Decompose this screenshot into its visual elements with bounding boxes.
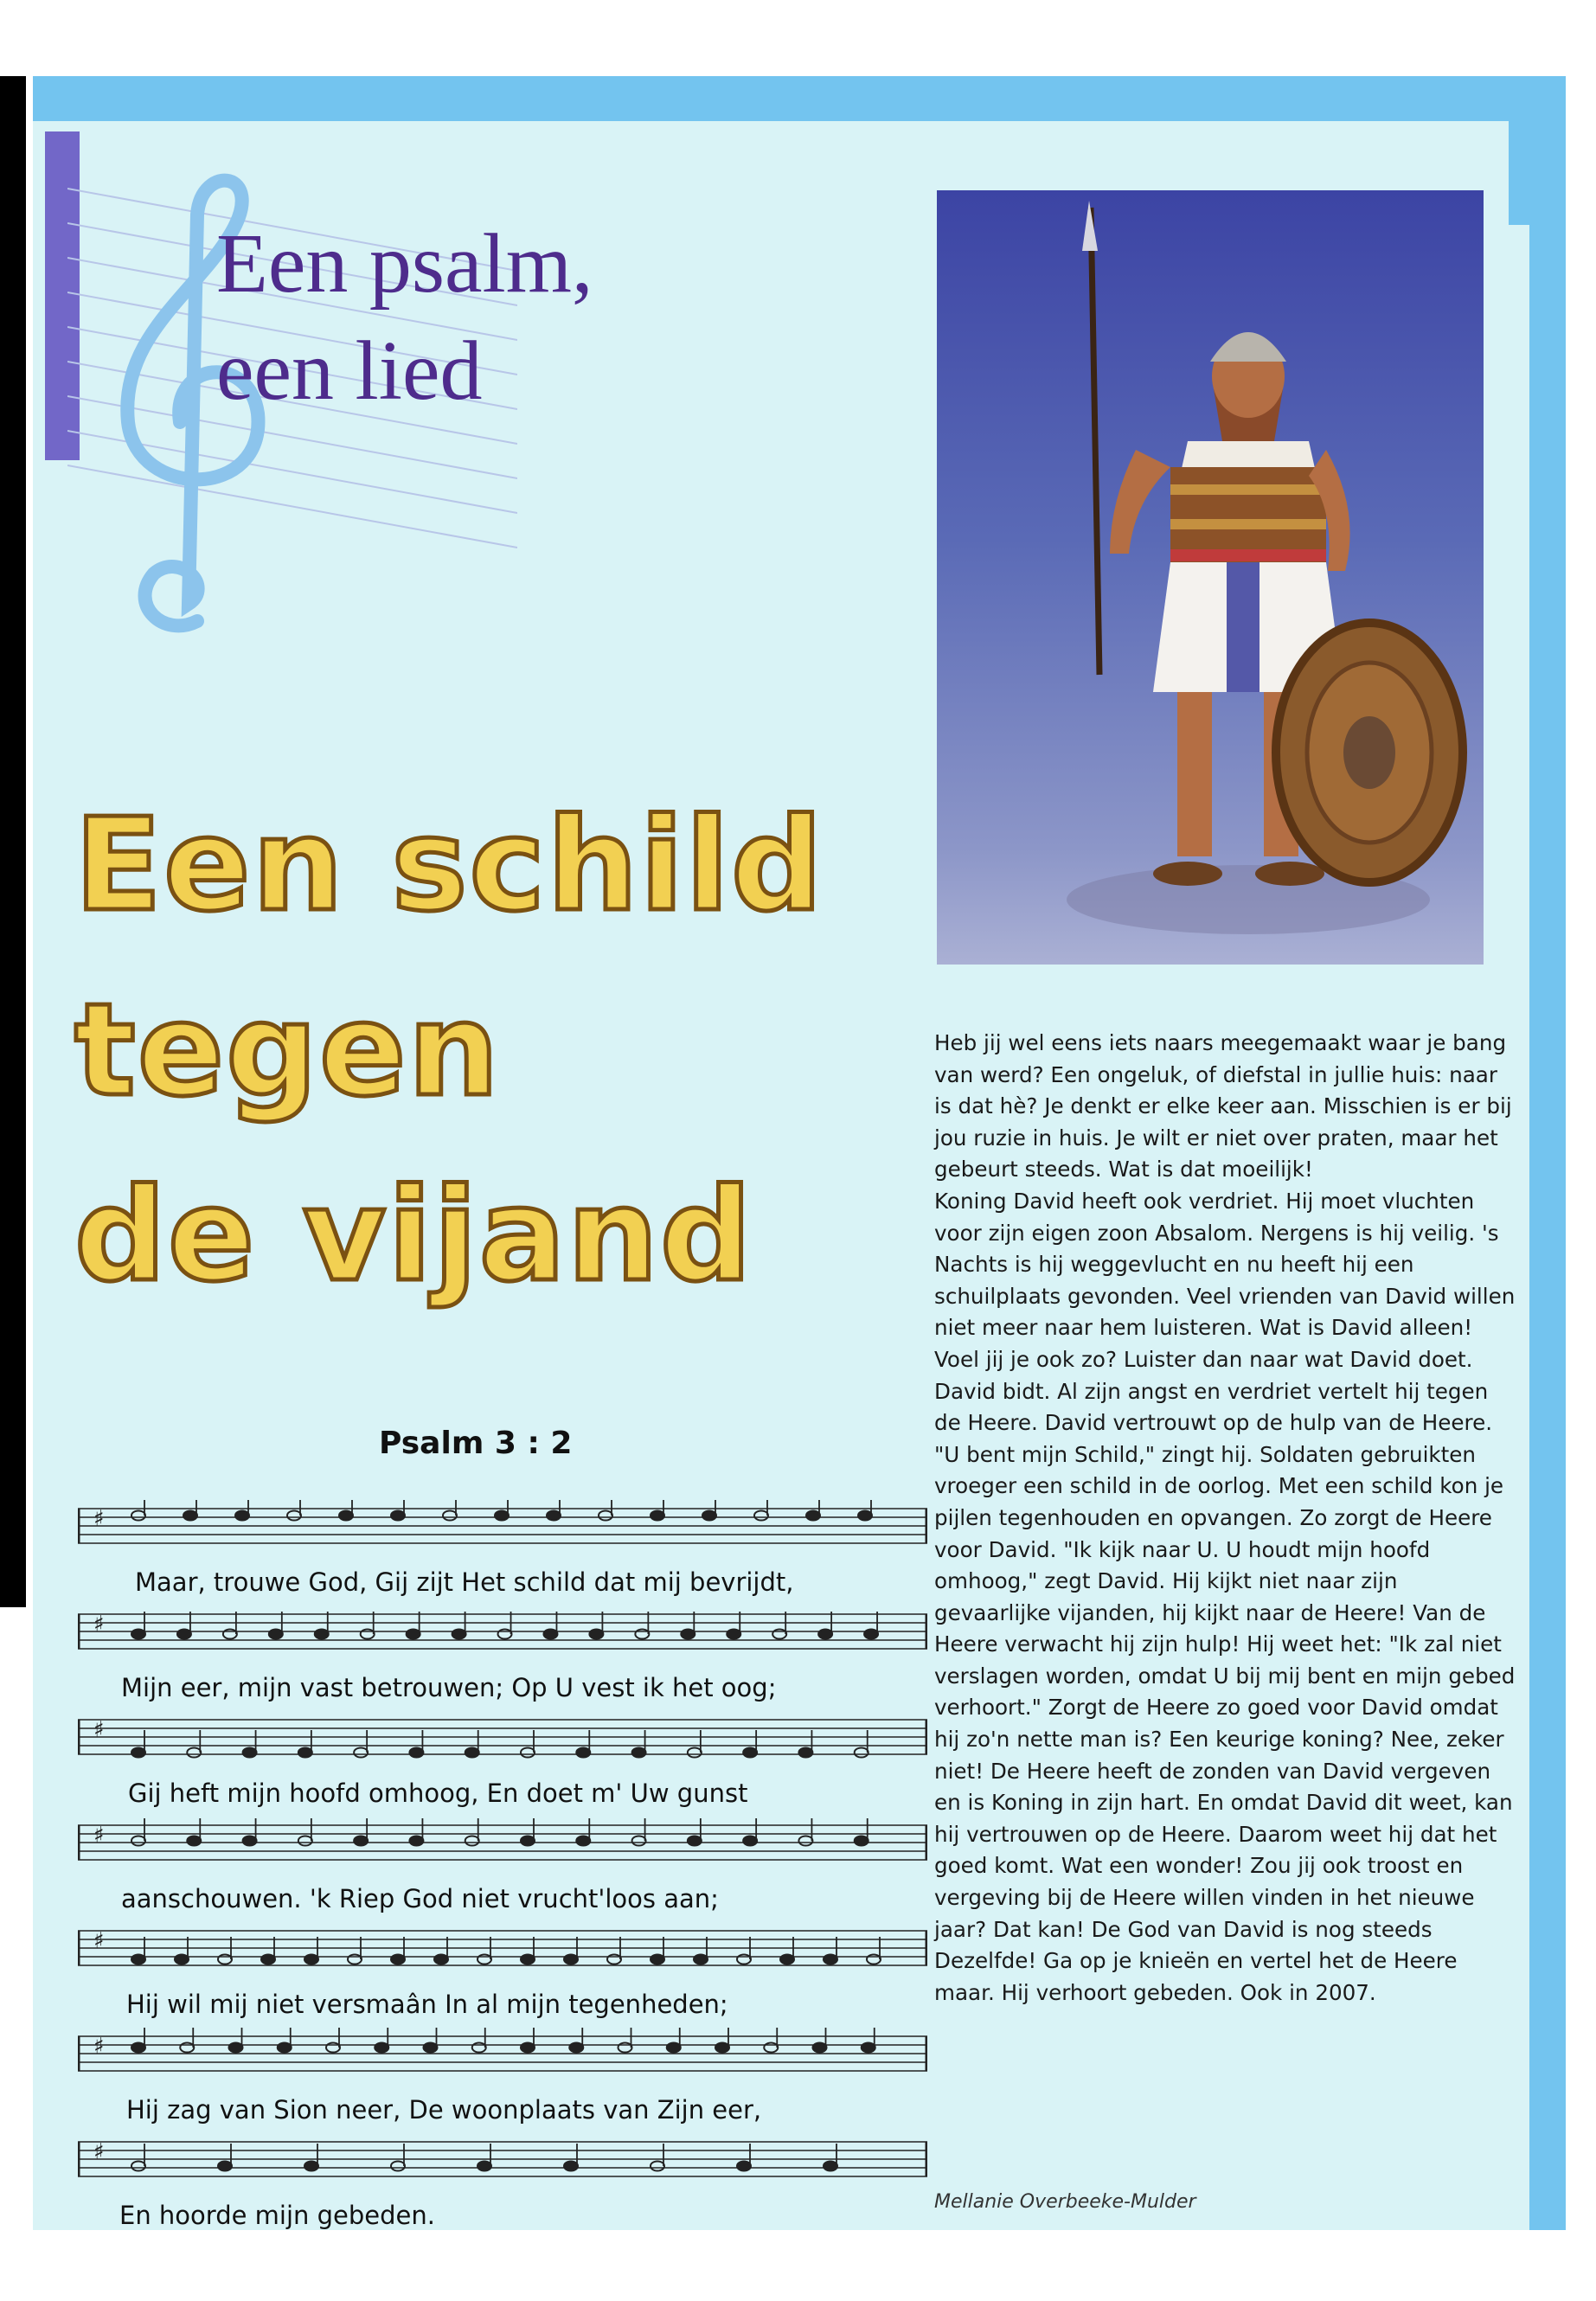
svg-text:♯: ♯ xyxy=(93,2139,105,2165)
music-staff xyxy=(78,1817,927,1868)
music-staff xyxy=(78,1606,927,1657)
svg-text:♯: ♯ xyxy=(93,1823,105,1849)
headline-line-1: Een schild xyxy=(74,791,824,939)
lyric-line: Hij zag van Sion neer, De woonplaats van Zijn eer, xyxy=(126,2095,762,2125)
magazine-page xyxy=(33,76,1566,2230)
music-staff xyxy=(78,2028,927,2080)
lyric-line: Hij wil mij niet versmaân In al mijn tegenheden; xyxy=(126,1990,728,2019)
svg-text:♯: ♯ xyxy=(93,2034,105,2060)
lyric-line: Mijn eer, mijn vast betrouwen; Op U vest ik het oog; xyxy=(121,1673,777,1702)
lyric-line: Maar, trouwe God, Gij zijt Het schild dat mij bevrijdt, xyxy=(135,1567,794,1597)
svg-text:♯: ♯ xyxy=(93,1928,105,1954)
music-staff xyxy=(78,1500,927,1552)
author-credit: Mellanie Overbeeke-Mulder xyxy=(934,2191,1196,2213)
article-paragraph: Heb jij wel eens iets naars meegemaakt waar je bang van werd? Een ongeluk, of diefstal in jullie huis: naar is dat hè? Je denkt er elke keer aan. Misschien is er bij jou ruzie in huis. Je wilt er niet over praten, maar het gebeurt steeds. Wat is dat moeilijk! xyxy=(934,1030,1512,1183)
music-staff xyxy=(78,2133,927,2185)
svg-text:♯: ♯ xyxy=(93,1612,105,1638)
right-color-band xyxy=(1529,76,1566,2230)
music-staff xyxy=(78,1922,927,1974)
top-color-band xyxy=(33,76,1566,121)
lyric-line: Gij heft mijn hoofd omhoog, En doet m' Uw gunst xyxy=(128,1779,748,1808)
lyric-line: aanschouwen. 'k Riep God niet vrucht'loos aan; xyxy=(121,1884,719,1913)
scan-edge xyxy=(0,76,26,1607)
svg-text:♯: ♯ xyxy=(93,1717,105,1743)
headline-line-3: de vijand xyxy=(74,1161,753,1310)
section-title: Een psalm, een lied xyxy=(216,217,593,418)
article-paragraph: Koning David heeft ook verdriet. Hij moet vluchten voor zijn eigen zoon Absalom. Nergens is hij veilig. 's Nachts is hij weggevlucht en nu heeft hij een schuilplaats gevonden. Veel vrienden van David willen niet meer naar hem luisteren. Wat is David alleen! Voel jij je ook zo? Luister dan naar wat David doet. David bidt. Al zijn angst en verdriet vertelt hij tegen de Heere. David vertrouwt op de hulp van de Heere. "U bent mijn Schild," zingt hij. Soldaten gebruikten vroeger een schild in de oorlog. Met een schild kon je pijlen tegenhouden en opvangen. Zo zorgt de Heere voor David. "Ik kijk naar U. U houdt mijn hoofd omhoog," zegt David. Hij kijkt niet naar zijn gevaarlijke vijanden, hij kijkt naar de Heere! Van de Heere verwacht hij zijn hulp! Hij weet het: "Ik zal niet verslagen worden, omdat U bij mij bent en mijn gebed verhoort." Zorgt de Heere zo goed voor David omdat hij zo'n nette man is? Een keurige koning? Nee, zeker niet! De Heere heeft de zonden van David vergeven en is Koning in zijn hart. En omdat David dit weet, kan hij vertrouwen op de Heere. Daarom weet hij dat het goed komt. Wat een wonder! Zou jij ook troost en vergeving bij de Heere willen vinden in het nieuwe jaar? Dat kan! De God van David is nog steeds Dezelfde! Ga op je knieën en vertel het de Heere maar. Hij verhoort gebeden. Ook in 2007. xyxy=(934,1188,1516,2005)
headline-line-2: tegen xyxy=(74,976,501,1125)
soldier-illustration xyxy=(937,190,1484,965)
article-body xyxy=(934,1028,1518,2009)
svg-text:♯: ♯ xyxy=(93,1506,105,1532)
lyric-line: En hoorde mijn gebeden. xyxy=(119,2201,435,2230)
headline xyxy=(74,772,824,1328)
psalm-reference: Psalm 3 : 2 xyxy=(379,1426,573,1461)
music-staff xyxy=(78,1711,927,1763)
